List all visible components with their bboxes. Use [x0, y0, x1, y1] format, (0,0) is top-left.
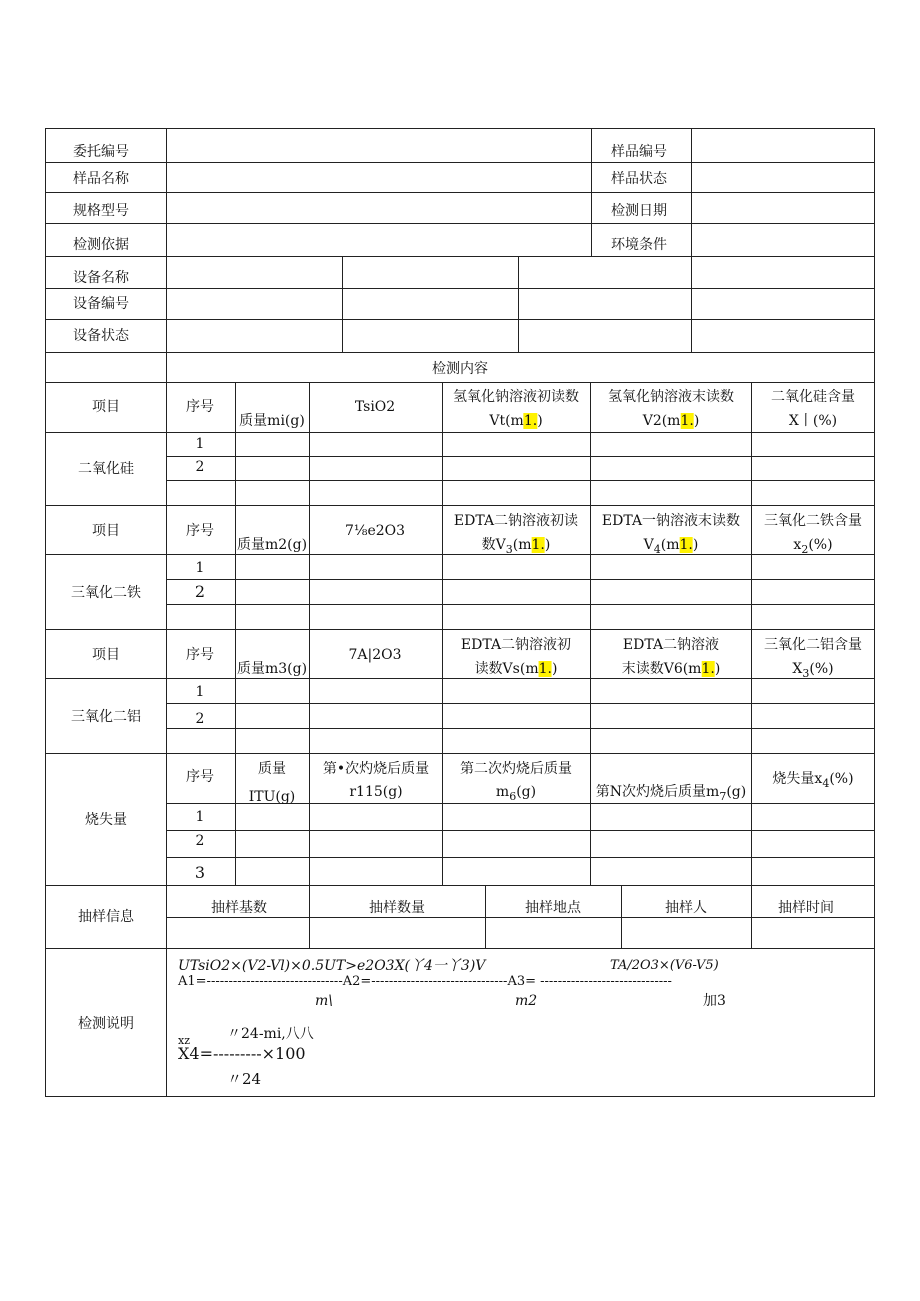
- sio2-row-1: 1: [195, 436, 205, 452]
- al-label-chudu-unit: 读数Vs(m1.): [474, 661, 558, 677]
- fe-name: 三氧化二铁: [71, 585, 141, 601]
- fe-row-1: 1: [195, 560, 205, 576]
- row-line: [167, 703, 875, 704]
- loi-label-xuhao: 序号: [186, 769, 214, 785]
- row-line: [167, 857, 875, 858]
- sampling-qty: 抽样数量: [369, 900, 425, 916]
- loi-label-zhiliang: 质量: [258, 761, 286, 777]
- row-line: [45, 256, 875, 257]
- formula-m3: 加3: [703, 993, 726, 1009]
- al-label-t: 7A|2O3: [348, 647, 402, 663]
- loi-label-second-unit: $m_6(g)$: [495, 784, 537, 803]
- sampling-time: 抽样时间: [778, 900, 834, 916]
- al-label-xuhao: 序号: [186, 647, 214, 663]
- label-jiance-riqi: 检测日期: [611, 203, 667, 219]
- col-line: [235, 382, 236, 885]
- fe-label-xuhao: 序号: [186, 523, 214, 539]
- fe-label-modu-unit: $V_4(m1.)$: [643, 537, 699, 556]
- loi-label-second: 第二次灼烧后质量: [460, 761, 572, 777]
- label-huanjing: 环境条件: [611, 237, 667, 253]
- formula-m1: m\: [315, 993, 333, 1009]
- formula-xz: xz: [178, 1034, 190, 1047]
- formula-line-2: A1=-------------------------------A2=-------------------------------A3= ------------------------------: [178, 974, 672, 989]
- label-yangpin-bianhao: 样品编号: [611, 144, 667, 160]
- fe-label-zhiliang: 质量m2(g): [236, 537, 308, 553]
- al-label-xiangmu: 项目: [92, 647, 120, 663]
- al-label-modu-unit: 末读数V6(m1.): [621, 661, 721, 677]
- row-line: [45, 192, 875, 193]
- fe-label-chudu: EDTA二钠溶液初读: [453, 513, 579, 529]
- sio2-label-hanliang: 二氧化硅含量: [771, 389, 855, 405]
- col-line: [342, 256, 343, 352]
- col-line: [518, 256, 519, 352]
- fe-label-t: 7⅛e2O3: [344, 523, 406, 539]
- fe-label-hanliang: 三氧化二铁含量: [764, 513, 862, 529]
- al-row-1: 1: [195, 684, 205, 700]
- sio2-label-hanliang-unit: X丨(%): [788, 413, 838, 429]
- row-line: [45, 352, 875, 353]
- notes-label: 检测说明: [78, 1016, 134, 1032]
- row-line: [45, 319, 875, 320]
- col-line: [591, 128, 592, 256]
- fe-label-modu: EDTA一钠溶液末读数: [601, 513, 741, 529]
- al-label-hanliang-unit: $X_3(\%)$: [792, 661, 834, 680]
- col-line: [691, 128, 692, 352]
- formula-line-1-right: TA/2O3×(V6-V5): [610, 958, 719, 973]
- border-top: [45, 128, 875, 129]
- label-shebei-bianhao: 设备编号: [73, 296, 129, 312]
- row-line: [167, 579, 875, 580]
- fe-label-hanliang-unit: $x_2(\%)$: [793, 537, 833, 556]
- col-line: [751, 382, 752, 948]
- row-line: [167, 830, 875, 831]
- loi-label-nth: 第N次灼烧后质量$m_7(g)$: [595, 784, 747, 803]
- sio2-label-modu-unit: V2(m1.): [642, 413, 700, 429]
- row-line: [167, 604, 875, 605]
- al-label-modu: EDTA二钠溶液: [622, 637, 720, 653]
- label-shebei-zhuangtai: 设备状态: [73, 328, 129, 344]
- label-jiance-yiju: 检测依据: [73, 237, 129, 253]
- sampling-person: 抽样人: [665, 900, 707, 916]
- sio2-label-zhiliang: 质量mi(g): [239, 413, 305, 429]
- loi-row-2: 2: [195, 833, 205, 849]
- fe-label-chudu-unit: 数$V_3(m1.)$: [481, 537, 551, 556]
- sio2-name: 二氧化硅: [78, 461, 134, 477]
- loi-name: 烧失量: [85, 812, 127, 828]
- row-line: [167, 917, 875, 918]
- formula-line-1: UTsiO2×(V2-Vl)×0.5UT>e2O3X(丫4一丫3)V: [178, 958, 486, 974]
- row-line: [167, 728, 875, 729]
- border-bottom: [45, 1096, 875, 1097]
- row-line: [45, 162, 875, 163]
- sio2-label-xuhao: 序号: [186, 399, 214, 415]
- col-line: [309, 382, 310, 948]
- fe-row-2: 2: [194, 582, 206, 601]
- al-label-zhiliang: 质量m3(g): [236, 661, 308, 677]
- col-line: [485, 885, 486, 948]
- row-line: [167, 456, 875, 457]
- sio2-row-2: 2: [195, 459, 205, 475]
- fe-label-xiangmu: 项目: [92, 523, 120, 539]
- sio2-label-chudu-unit: Vt(m1.): [489, 413, 543, 429]
- row-line: [45, 223, 875, 224]
- formula-line-6: 〃24: [227, 1070, 262, 1088]
- sampling-label: 抽样信息: [78, 909, 134, 925]
- loi-label-first: 第•次灼烧后质量: [322, 761, 430, 777]
- label-shebei-mingcheng: 设备名称: [73, 270, 129, 286]
- sampling-base: 抽样基数: [211, 900, 267, 916]
- loi-label-first-unit: r115(g): [349, 784, 403, 800]
- label-guige: 规格型号: [73, 203, 129, 219]
- row-line: [167, 480, 875, 481]
- row-line: [45, 948, 875, 949]
- formula-line-4: 〃24-mi,八八: [227, 1026, 314, 1042]
- border-right: [874, 128, 875, 1097]
- sio2-label-xiangmu: 项目: [92, 399, 120, 415]
- col-line: [590, 382, 591, 885]
- formula-m2: m2: [515, 993, 538, 1009]
- al-row-2: 2: [195, 711, 205, 727]
- formula-line-5: X4=---------×100: [178, 1044, 306, 1063]
- col-line: [621, 885, 622, 948]
- border-left: [45, 128, 46, 1097]
- label-weituo: 委托编号: [73, 144, 129, 160]
- loi-label-hanliang: 烧失量$x_4(\%)$: [772, 771, 854, 790]
- al-name: 三氧化二铝: [71, 709, 141, 725]
- loi-row-3: 3: [194, 863, 206, 882]
- al-label-hanliang: 三氧化二铝含量: [764, 637, 862, 653]
- test-record-form: [45, 128, 875, 1097]
- al-label-chudu: EDTA二钠溶液初: [460, 637, 572, 653]
- label-yangpin-zhuangtai: 样品状态: [611, 171, 667, 187]
- loi-row-1: 1: [195, 809, 205, 825]
- sio2-label-chudu: 氢氧化钠溶液初读数: [453, 389, 579, 405]
- label-yangpin-mingcheng: 样品名称: [73, 171, 129, 187]
- sampling-place: 抽样地点: [525, 900, 581, 916]
- loi-label-zhiliang-unit: ITU(g): [248, 789, 296, 805]
- section-title: 检测内容: [432, 361, 488, 377]
- sio2-label-modu: 氢氧化钠溶液末读数: [608, 389, 734, 405]
- col-line: [166, 128, 167, 1097]
- col-line: [442, 382, 443, 885]
- sio2-label-t: TsiO2: [354, 399, 396, 415]
- row-line: [45, 288, 875, 289]
